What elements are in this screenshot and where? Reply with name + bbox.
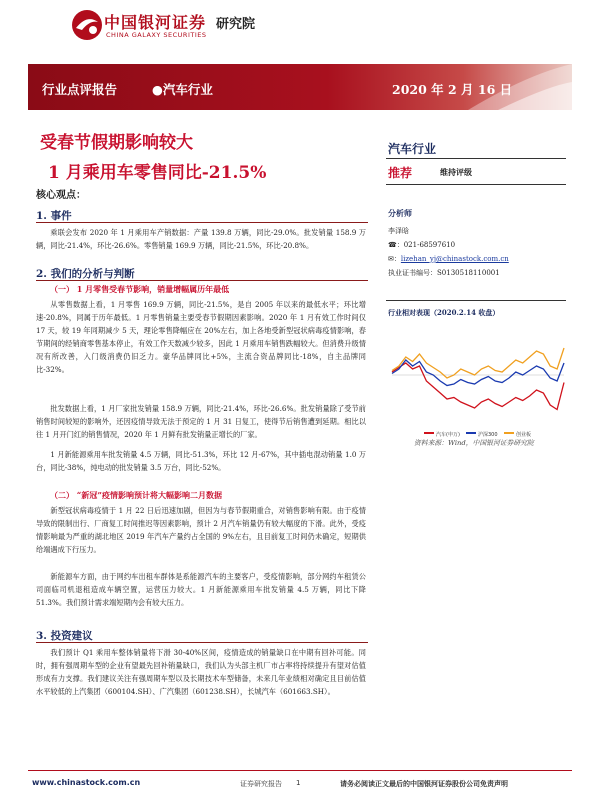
relative-performance-chart (388, 326, 568, 434)
analyst-phone: ☎：021-68597610 (388, 241, 456, 249)
company-name-en: CHINA GALAXY SECURITIES (106, 31, 207, 39)
analyst-email-row (388, 254, 509, 264)
section-2a-paragraph-3: 1 月新能源乘用车批发销量 4.5 万辆，同比-51.3%，环比 12 月-67%，其中插电混动销量 1.0 万台，同比-38%，纯电动的批发销量 3.5 万台，同比-52%。 (36, 450, 366, 472)
analyst-label: 分析师 (388, 208, 412, 218)
title-line-2: 1 月乘用车零售同比-21.5% (48, 163, 267, 183)
footer-url[interactable]: www.chinastock.com.cn (32, 778, 141, 787)
analyst-license: 执业证书编号：S0130518110001 (388, 269, 500, 277)
section-2b-paragraph-1: 新型冠状病毒疫情于 1 月 22 日后迅速加剧，但因为与春节假期重合，对销售影响有限。由于疫情导致的限制出行、厂商复工时间推迟等因素影响，预计 2 月汽车销量仍有较大幅度的下滑。此外，受疫情影响最为严重的湖北地区 2019 年汽车产量约占全国的 9%左右，且目前复工时间仍未确定，短期供给端遇成下行压力。 (36, 506, 366, 554)
sidebar-rule-2 (386, 184, 566, 185)
footer-disclaimer: 请务必阅读正文最后的中国银河证券股份公司免责声明 (340, 779, 508, 788)
section-2b-paragraph-2: 新能源车方面，由于网约车出租车群体是系能源汽车的主要客户，受疫情影响，部分网约车租赁公司面临司机退租造成车辆空置，运营压力较大。1 月新能源乘用车批发销量 4.5 万辆，同比下降 51.3%。我们预计需求端短期内会有较大压力。 (36, 572, 366, 607)
section-2a-paragraph-1: 从零售数据上看，1 月零售 169.9 万辆，同比-21.5%，是自 2005 年以来的最低水平；环比增速-20.8%，同属于历年最低。1 月零售销量主要受春节假期因素影响。2020 年 1 月有效工作时间仅 17 天，较 19 年同期减少 5 天，理论零售降幅应在 20%左右，加上各地受新型冠状病毒疫情影响，春节期间的经销商零售基本停止，有效工作天数减少较多，因此 1 月乘用车销售跌幅较大。但消费升级情况有所改善，入门级消费仍旧乏力。豪华品牌同比+5%，主流合资品牌同比-18%，自主品牌同比-32%。 (36, 300, 366, 374)
section-2-title: 2. 我们的分析与判断 (36, 268, 135, 280)
footer-rule (28, 770, 572, 771)
report-type: 行业点评报告 (42, 82, 118, 97)
footer-center: 证券研究报告 (240, 780, 282, 788)
sidebar-rule-3 (386, 300, 566, 301)
section-1-text: 乘联会发布 2020 年 1 月乘用车产销数据：产量 139.8 万辆，同比-29.0%。批发销量 158.9 万辆，同比-21.4%，环比-26.6%。零售销量 169.9 万辆，同比-21.5%，环比-20.8%。 (36, 228, 366, 250)
company-name-cn: 中国银河证券 (104, 13, 207, 32)
sidebar-recommend: 推荐 (388, 166, 413, 180)
title-line-1: 受春节假期影响较大 (40, 133, 193, 153)
chart-source: 资料来源：Wind，中国银河证券研究院 (414, 439, 534, 447)
section-2-rule (36, 280, 368, 281)
sidebar-industry: 汽车行业 (388, 142, 437, 156)
section-2a-paragraph-2: 批发数据上看，1 月厂家批发销量 158.9 万辆，同比-21.4%，环比-26.6%。批发销量除了受节前销售时间较短的影响外，还因疫情导致无法于预定的 1 月 31 日复工，使得节后销售遭到延期。相比以往 1 月开门红的销售情况，2020 年 1 月鲜有批发销量正增长的厂家。 (36, 404, 366, 439)
legend-auto: 汽车(申万) (436, 432, 460, 438)
banner-industry: ●汽车行业 (152, 82, 213, 97)
analyst-email-link[interactable]: lizehan_yj@chinastock.com.cn (400, 255, 509, 263)
section-1-title: 1. 事件 (36, 210, 72, 222)
core-views-label: 核心观点： (36, 190, 86, 201)
section-3-title: 3. 投资建议 (36, 630, 93, 642)
report-date: 2020 年 2 月 16 日 (392, 82, 513, 97)
chart-series-line-0 (392, 363, 564, 410)
section-2a-title: （一） 1 月零售受春节影响，销量增幅属历年最低 (50, 284, 230, 294)
analyst-name: 李泽晗 (388, 227, 409, 235)
email-icon: ✉： (388, 255, 401, 263)
section-1-rule (36, 222, 368, 223)
legend-hs300: 沪深300 (478, 432, 498, 438)
section-3-rule (36, 642, 368, 643)
report-banner (28, 64, 572, 110)
company-logo-icon (70, 8, 104, 42)
section-3-text: 我们预计 Q1 乘用车整体销量将下滑 30-40%区间，疫情造成的销量缺口在中期有回补可能。同时，拥有强周期车型的企业有望最先回补销量缺口，我们认为头部主机厂市占率将持续提升有望对估值形成有力支撑。我们建议关注有强周期车型以及长期技术车型储备，未来几年业绩相对确定且目前估值水平较低的上汽集团（600104.SH）、广汽集团（601238.SH），长城汽车（601663.SH）。 (36, 648, 366, 696)
sidebar-rule-top (386, 158, 566, 159)
section-2b-title: （二） “新冠”疫情影响预计将大幅影响二月数据 (50, 490, 222, 500)
legend-gem: 创业板 (516, 432, 532, 438)
chart-title: 行业相对表现（2020.2.14 收盘） (388, 308, 500, 317)
sidebar-rating: 维持评级 (440, 167, 472, 177)
page-number: 1 (296, 779, 301, 787)
institute-label: 研究院 (216, 17, 256, 32)
